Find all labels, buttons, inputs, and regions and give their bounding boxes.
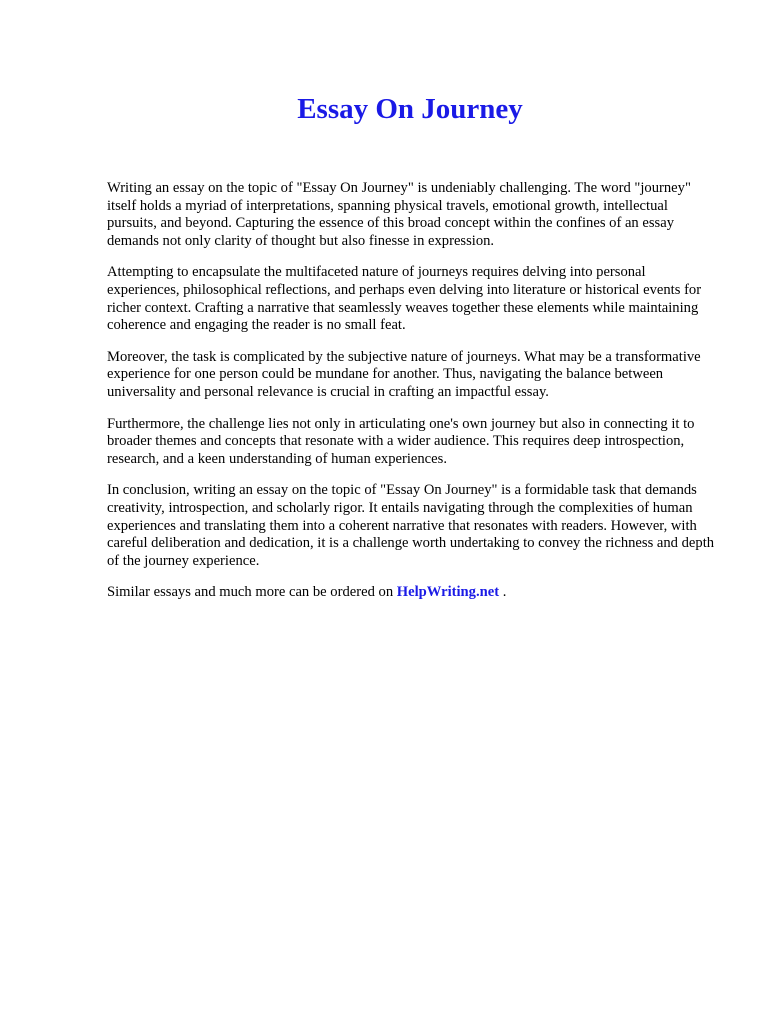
footer-line	[107, 584, 719, 602]
paragraph-2: Attempting to encapsulate the multifaceted nature of journeys requires delving into personal experiences, philosophical reflections, and perhaps even delving into literature or historical events for richer context. Crafting a narrative that seamlessly weaves together these elements while maintaining coherence and engaging the reader is no small feat.	[107, 264, 702, 334]
footer-prefix: Similar essays and much more can be ordered on	[107, 584, 397, 601]
paragraph-4: Furthermore, the challenge lies not only in articulating one's own journey but also in connecting it to broader themes and concepts that resonate with a wider audience. This requires deep introspection, research, and a keen understanding of human experiences.	[107, 415, 695, 467]
paragraph-3: Moreover, the task is complicated by the subjective nature of journeys. What may be a transformative experience for one person could be mundane for another. Thus, navigating the balance between universality and personal relevance is crucial in crafting an impactful essay.	[107, 348, 701, 400]
paragraph-1: Writing an essay on the topic of "Essay On Journey" is undeniably challenging. The word "journey" itself holds a myriad of interpretations, spanning physical travels, emotional growth, intellectual pursuits, and beyond. Capturing the essence of this broad concept within the confines of an essay demands not only clarity of thought but also finesse in expression.	[107, 180, 691, 249]
paragraph-5: In conclusion, writing an essay on the topic of "Essay On Journey" is a formidable task that demands creativity, introspection, and scholarly rigor. It entails navigating through the complexities of human experiences and translating them into a coherent narrative that resonates with readers. However, with careful deliberation and dedication, it is a challenge worth undertaking to convey the richness and depth of the journey experience.	[107, 482, 715, 569]
helpwriting-link[interactable]: HelpWriting.net	[396, 584, 500, 601]
footer-suffix: .	[499, 584, 507, 601]
essay-body	[107, 180, 719, 616]
page-title: Essay On Journey	[297, 93, 523, 125]
